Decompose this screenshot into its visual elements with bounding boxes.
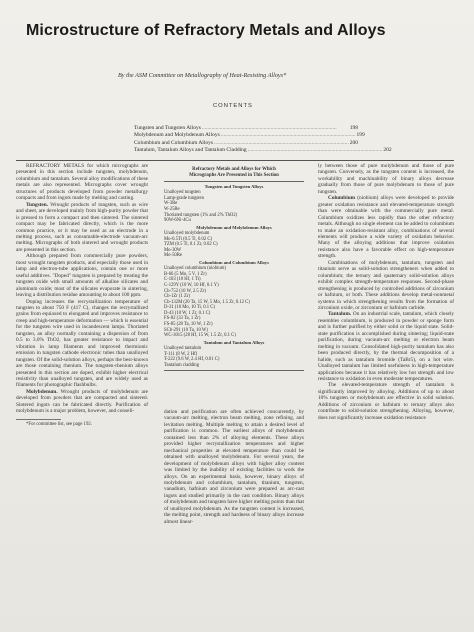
alloy-table	[164, 167, 304, 373]
table-item: Cb-1Zr (1 Zr)	[164, 294, 191, 300]
doped-tungsten-paragraph: Although prepared from commercially pure powders, most wrought tungsten products, and especially those used in lamp and electron-tube applications, contain one or more useful additives. "Doped" tungsten is prepared by treating the tungsten oxide with small amounts of alkaline silicates and aluminum oxide; most of the silicates evaporate in sintering, leaving a distribution residue amounting to about 100 ppm.	[16, 253, 148, 299]
table-item: C-103 (10 Hf, 1 Ti)	[164, 277, 201, 283]
toc-entry-title: Columbium and Columbium Alloys	[134, 139, 213, 146]
table-rule	[164, 181, 304, 182]
contents-heading: CONTENTS	[213, 103, 253, 109]
table-item: Mo-0.5Ti (0.5 Ti, 0.02 C)	[164, 236, 213, 242]
table-item: Unalloyed tantalum	[164, 346, 202, 352]
tantalum-alloying-paragraph: The elevated-temperature strength of tantalum is significantly improved by alloying. Additions of up to about 10% tungsten or molybdenum are effective in solid solution. Additions of zirconium or hafnium to ternary alloys also contribute to solid-solution strengthening. Alloying, however, does not significantly increase oxidation resistance	[318, 382, 454, 421]
table-item: D-31 (10 Mo, 10 Ti, 0.1 C)	[164, 305, 215, 311]
table-item: B-66 (5 Mo, 5 V, 1 Zr)	[164, 271, 207, 277]
table-item: T-111 (8 W, 2 Hf)	[164, 351, 198, 357]
table-item: Unalloyed columbium (niobium)	[164, 266, 226, 272]
toc-entry-page: 202	[383, 147, 392, 153]
table-item: FS-85 (28 Ta, 10 W, 1 Zr)	[164, 322, 213, 328]
table-item: Cb-752 (10 W, 2.5 Zr)	[164, 288, 206, 294]
table-item: T-222 (9.6 W, 2.4 Hf, 0.01 C)	[164, 357, 220, 363]
molybdenum-run-in: Molybdenum.	[26, 388, 58, 395]
table-item: Tantalum cladding	[164, 362, 199, 368]
toc-entry: Tantalum, Tantalum Alloys and Tantalum Cladding .................................................................................................. 202	[134, 147, 392, 153]
purification-paragraph: dation and purification are often achieved concurrently, by vacuum-arc melting, electron beam melting, zone refining, and levitation melting. Multiple melting to attain a desired level of purification is common. The earliest alloys of molybdenum contained less than 2% of alloying elements. These alloys provided higher recrystallization temperatures and higher mechanical properties at elevated temperature than could be obtained with unalloyed molybdenum. For several years, the development of molybdenum alloys with higher alloy content was limited by the inability of existing facilities to work the alloys. On an experimental basis, however, binary alloys of molybdenum and columbium, tantalum, titanium, tungsten, vanadium, hafnium and zirconium were prepared as arc-cast ingots and studied primarily in the cast condition. Binary alloys of molybdenum and tungsten have higher melting points than that of unalloyed molybdenum. As the tungsten content is increased, the melting point, strength and hardness of binary alloys increase almost linear-	[164, 409, 304, 525]
article-byline: By the ASM Committee on Metallography of Heat-Resisting Alloys*	[118, 72, 287, 79]
tantalum-paragraph	[318, 311, 454, 382]
column-left	[16, 163, 148, 428]
columbium-run-in: Columbium	[328, 195, 356, 202]
table-item: Unalloyed molybdenum	[164, 230, 210, 236]
doping-paragraph: Doping increases the recrystallization temperature of tungsten to about 750 F (417 C), changes the recrystallized grains from equiaxed to elongated and improves resistance to creep and high-temperature deformation — which is essential for the tungsten wire used in incandescent lamps. Thoriated tungsten, an alloy normally containing a dispersion of from 0.5 to 3.0% ThO2, has greater resistance to impact and vibration in lamp filaments and improved thermionic emission in tungsten cathode electronic tubes than unalloyed tungsten. Of the solid-solution alloys, perhaps the best-known are those containing rhenium. The tungsten-rhenium alloys presented in this section are doped, exhibit higher electrical resistivity than unalloyed tungsten, and are widely used as filaments for photographic flashbulbs.	[16, 298, 148, 389]
table-item: Lamp-grade tungsten	[164, 195, 204, 201]
binary-alloys-paragraph: ly between those of pure molybdenum and those of pure tungsten. Conversely, as the tungsten content is increased, the workability and machinability of binary alloys decrease gradually from those of pure molybdenum to those of pure tungsten.	[318, 163, 454, 195]
table-item: D-43 (10 W, 1 Zr, 0.1 C)	[164, 310, 211, 316]
table-section-heading: Columbium and Columbium Alloys	[199, 259, 269, 265]
toc-entry: Columbium and Columbium Alloys .................................................................................................. 200	[134, 139, 358, 146]
table-item: TZM (0.5 Ti, 0.1 Zr, 0.02 C)	[164, 242, 218, 248]
footnote-rule	[16, 419, 61, 420]
tantalum-run-in: Tantalum.	[328, 311, 352, 318]
table-item: W-25Re	[164, 206, 180, 212]
table-item: 90W-6Ni-4Cu	[164, 218, 191, 224]
header-divider	[16, 160, 454, 161]
table-item: C-129Y (10 W, 10 Hf, 0.1 Y)	[164, 282, 219, 288]
table-section-heading: Molybdenum and Molybdenum Alloys	[196, 224, 272, 230]
tungsten-run-in: Tungsten.	[26, 201, 49, 208]
table-title-line-2: Micrographs Are Presented in This Section	[189, 173, 279, 178]
toc-entry: Tungsten and Tungsten Alloys .................................................................................................. 198	[134, 124, 358, 131]
table-item: FS-82 (33 Ta, 1 Zr)	[164, 316, 201, 322]
table-rule-bottom	[164, 370, 304, 371]
columbium-text: (niobium) alloys were developed to provide greater oxidation resistance and elevated-temperature strength than were obtainable with the commercially pure metal. Columbium oxidizes less rapidly than the other refractory metals. Although no single element can be added to columbium to make an oxidation-resistant alloy, combinations of several elements will produce a wide variety of oxidation behavior. Many of the alloying additions that improve oxidation resistance also have a favorable effect on high-temperature strength.	[318, 195, 454, 260]
columbium-paragraph	[318, 195, 454, 260]
table-item: WC-3015 (28 Hf, 15 W, 1.5 Zr, 0.1 C)	[164, 333, 236, 339]
table-item: Mo-30W	[164, 247, 182, 253]
molybdenum-text: Wrought products of molybdenum are developed from powders that are compacted and sintered. Sintered ingots can be fabricated directly. Purification of molybdenum is a major problem, however, and conseli-	[16, 388, 148, 415]
table-section-heading: Tungsten and Tungsten Alloys	[204, 184, 264, 189]
toc-entry-page: 200	[349, 139, 358, 146]
toc-entry-title: Tungsten and Tungsten Alloys	[134, 124, 201, 131]
toc-entry-page: 199	[356, 132, 365, 138]
toc-entry: Molybdenum and Molybdenum Alloys .................................................................................................. 199	[134, 132, 365, 138]
toc-entry-title: Tantalum, Tantalum Alloys and Tantalum Cladding	[134, 147, 247, 153]
article-title: Microstructure of Refractory Metals and Alloys	[26, 22, 386, 39]
molybdenum-paragraph	[16, 389, 148, 415]
table-item: W-3Re	[164, 201, 178, 207]
table-item: SCb-291 (10 Ta, 10 W)	[164, 327, 208, 333]
table-title-line-1: Refractory Metals and Alloys for Which	[192, 167, 276, 172]
tungsten-paragraph	[16, 202, 148, 254]
table-item: Cb-132M (20 Ta, 15 W, 5 Mo, 1.5 Zr, 0.12 C)	[164, 299, 250, 305]
intro-paragraph: REFRACTORY METALS for which micrographs are presented in this section include tungsten, molybdenum, columbium and tantalum. Several alloy modifications of these metals are also represented. Micrographs cover wrought structures of products developed from powder metallurgy compacts and from ingots made by melting and casting.	[16, 163, 148, 202]
tantalum-text: On an industrial scale, tantalum, which closely resembles columbium, is produced in powder or sponge form and is further purified by either solid or the liquid state. Solid-state purification is accomplished during sintering; liquid-state purification, during vacuum-arc melting or electron beam melting in vacuum. Consolidated high-purity tantalum has also been produced directly, by the thermal decomposition of a halide, such as tantalum bromide (TaBr5), on a hot wire. Unalloyed tantalum has limited usefulness in high-temperature applications because it has relatively low hot strength and low resistance to oxidation in even moderate temperatures.	[318, 311, 454, 382]
tungsten-text: Wrought products of tungsten, such as wire and sheet, are developed mainly from high-purity powder that is pressed to form a compact and then sintered. The sintered compact may be fabricated directly, which is the more common practice, or it may be used as an electrode in a melting process, such as consumable-electrode vacuum-arc melting. Micrographs of both sintered and wrought products are presented in this section.	[16, 201, 148, 253]
toc-entry-page: 198	[349, 124, 358, 131]
table-of-contents	[134, 124, 392, 154]
column-middle-text	[164, 409, 304, 525]
column-right	[318, 163, 454, 421]
toc-entry-title: Molybdenum and Molybdenum Alloys	[134, 132, 220, 138]
table-section-heading: Tantalum and Tantalum Alloys	[203, 339, 265, 345]
footnote: *For committee list, see page 192.	[26, 421, 92, 427]
table-item: Thoriated tungsten (1% and 2% ThO2)	[164, 212, 238, 218]
table-item: Mo-50Re	[164, 253, 182, 259]
table-item: Unalloyed tungsten	[164, 190, 201, 196]
strengthening-paragraph: Combinations of molybdenum, tantalum, tungsten and titanium serve as solid-solution strengtheners when added to columbium; the ternary and quaternary solid-solution alloys exhibit complex strength-temperature responses. Second-phase strengthening is produced by controlled additions of zirconium or hafnium, or both. These additions develop metal-nonmetal systems in which strengthening results from the formation of zirconium oxide, or zirconium or hafnium carbide.	[318, 259, 454, 311]
